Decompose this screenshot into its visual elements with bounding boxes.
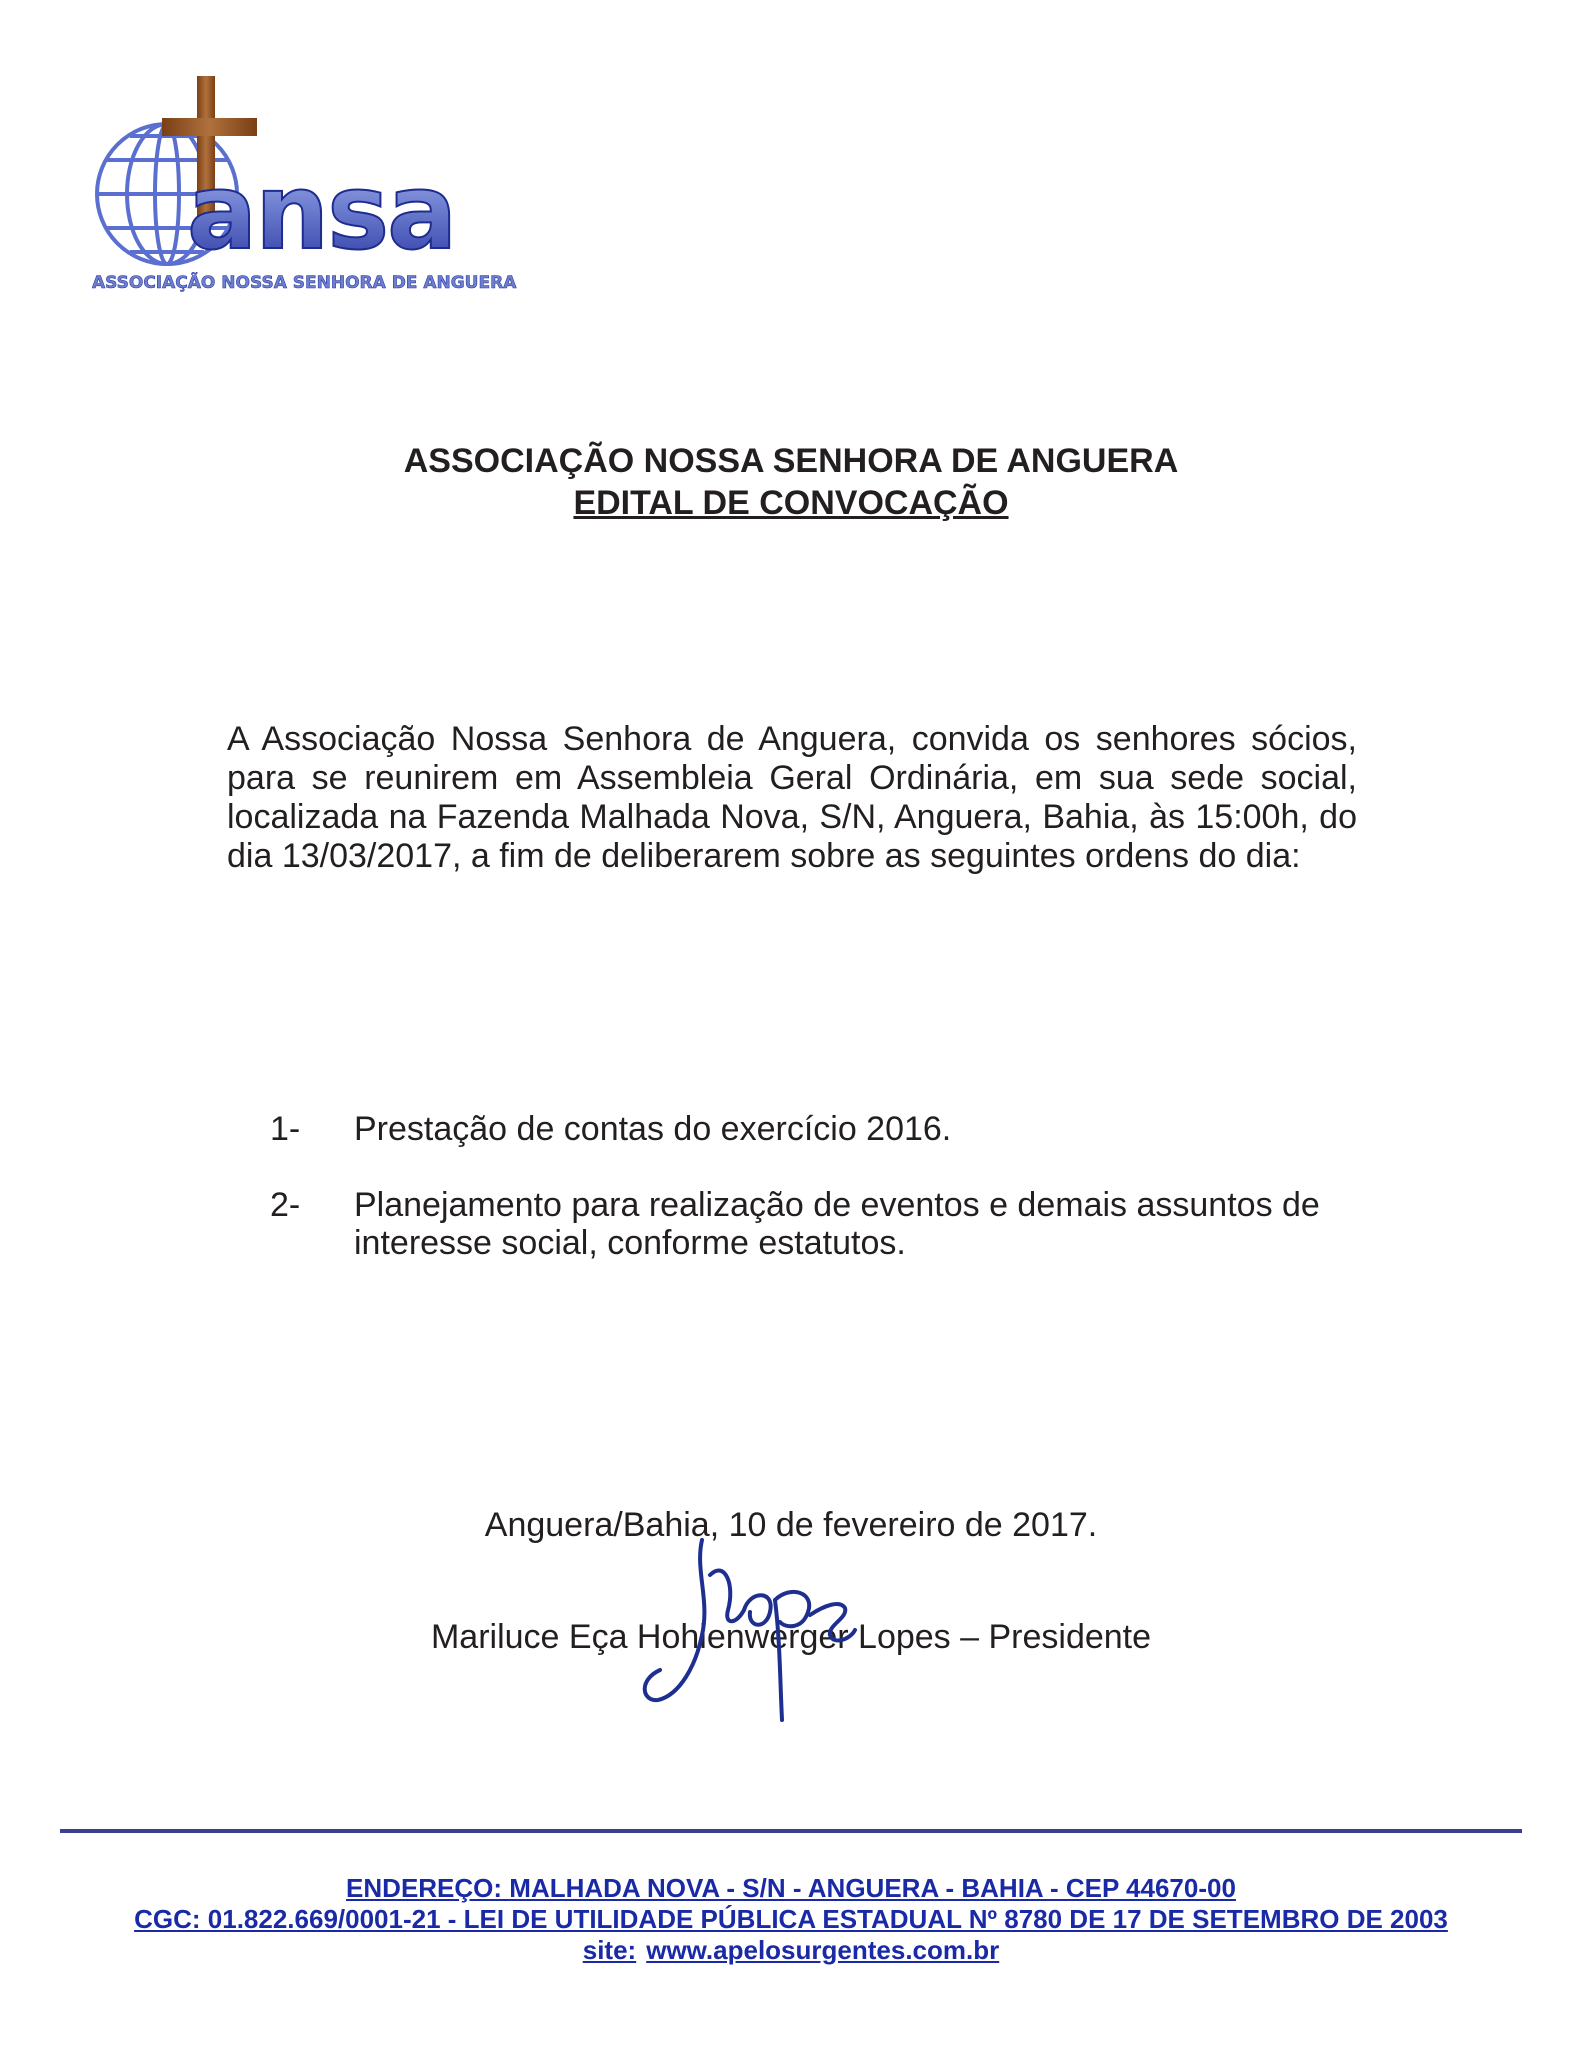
footer bbox=[0, 1873, 1582, 1966]
place-date: Anguera/Bahia, 10 de fevereiro de 2017. bbox=[484, 1506, 1098, 1544]
body-paragraph: A Associação Nossa Senhora de Anguera, convida os senhores sócios, para se reunirem em Assembleia Geral Ordinária, em sua sede social, localizada na Fazenda Malhada Nova, S/N, Anguera, Bahia, às 15:00h, do dia 13/03/2017, a fim de deliberarem sobre as seguintes ordens do dia: bbox=[227, 720, 1357, 875]
footer-registration: CGC: 01.822.669/0001-21 - LEI DE UTILIDADE PÚBLICA ESTADUAL Nº 8780 DE 17 DE SETEMBRO DE 2003 bbox=[134, 1904, 1448, 1934]
agenda-item-text: Prestação de contas do exercício 2016. bbox=[354, 1110, 952, 1148]
document-title: ASSOCIAÇÃO NOSSA SENHORA DE ANGUERA bbox=[403, 442, 1179, 480]
footer-site-label: site: bbox=[582, 1935, 637, 1965]
footer-divider bbox=[60, 1829, 1522, 1833]
document-heading bbox=[0, 440, 1582, 524]
agenda-item-number: 2- bbox=[270, 1186, 301, 1224]
document-subtitle: EDITAL DE CONVOCAÇÃO bbox=[573, 484, 1009, 522]
agenda-item-number: 1- bbox=[270, 1110, 301, 1148]
footer-site bbox=[0, 1935, 1582, 1966]
agenda-item-text: Planejamento para realização de eventos e demais assuntos de interesse social, conforme estatutos. bbox=[354, 1186, 1320, 1262]
footer-site-link[interactable]: www.apelosurgentes.com.br bbox=[646, 1935, 1000, 1965]
ansa-logo bbox=[92, 76, 542, 296]
signer-name: Mariluce Eça Hohlenwerger Lopes – Presidente bbox=[430, 1618, 1152, 1656]
ansa-logo-graphic bbox=[92, 76, 542, 296]
footer-address: ENDEREÇO: MALHADA NOVA - S/N - ANGUERA - BAHIA - CEP 44670-00 bbox=[346, 1873, 1236, 1903]
logo-tagline: ASSOCIAÇÃO NOSSA SENHORA DE ANGUERA bbox=[92, 273, 517, 293]
logo-wordmark: ansa bbox=[187, 151, 456, 273]
